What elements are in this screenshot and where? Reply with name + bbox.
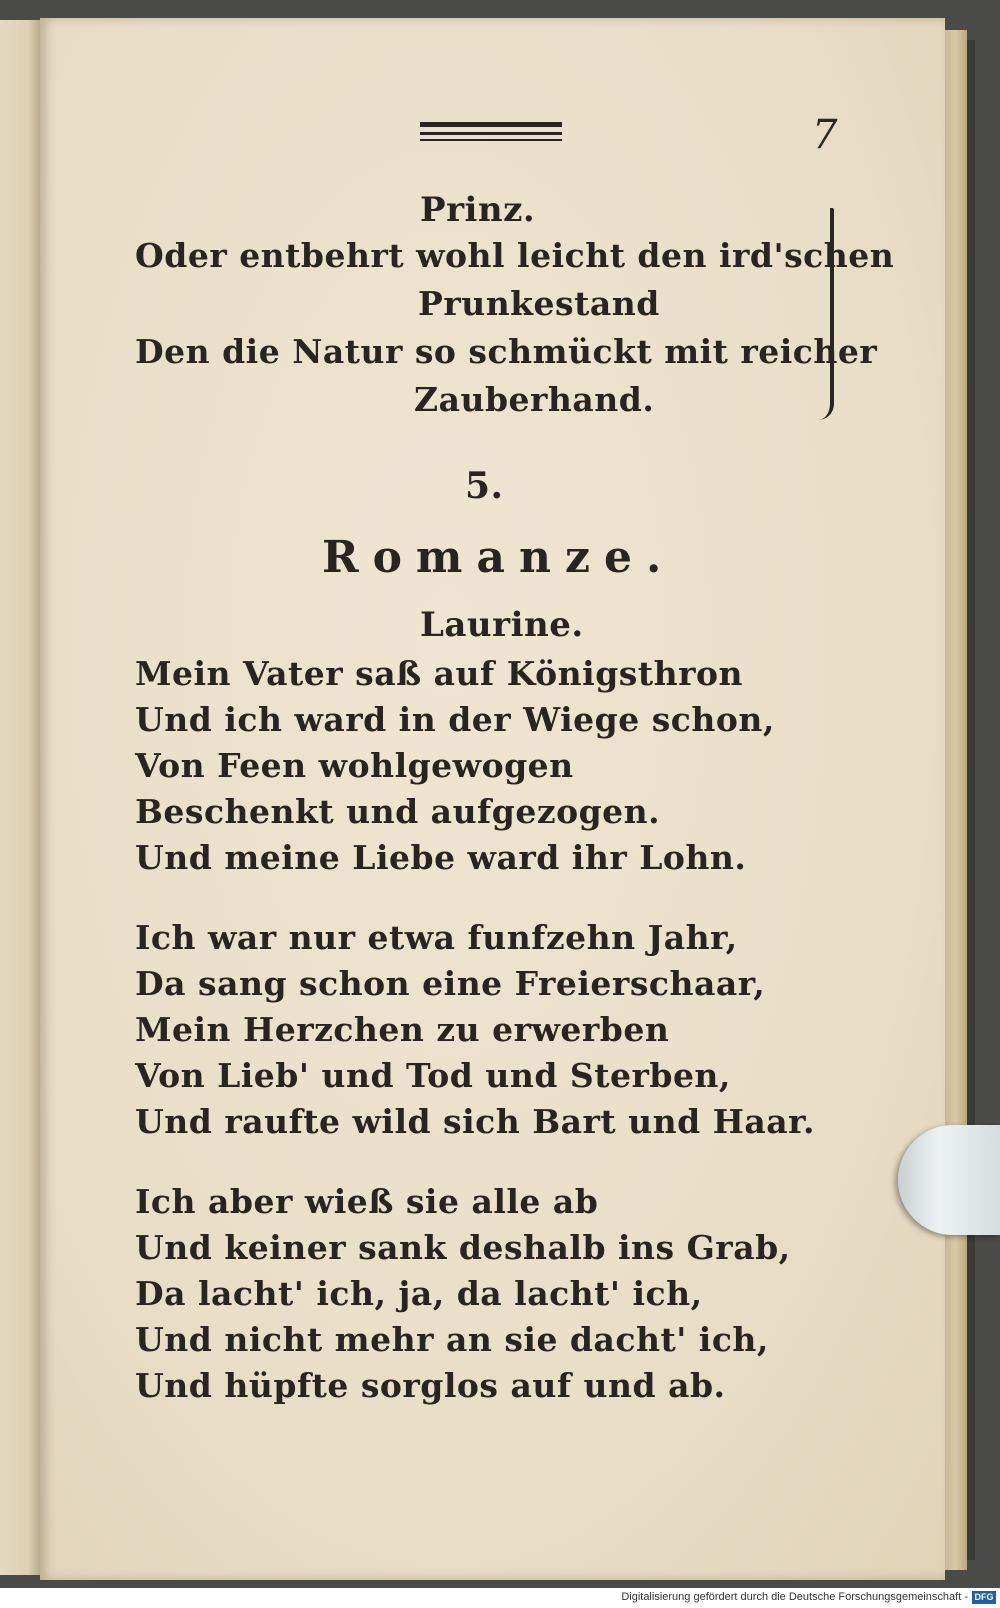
verse-line: Da lacht' ich, ja, da lacht' ich,	[135, 1274, 703, 1313]
verse-line: Und ich ward in der Wiege schon,	[135, 700, 775, 739]
verse-line: Und keiner sank deshalb ins Grab,	[135, 1228, 791, 1267]
verse-line: Mein Vater saß auf Königsthron	[135, 654, 743, 693]
section-title: Romanze.	[322, 532, 676, 583]
verse-line: Beschenkt und aufgezogen.	[135, 792, 661, 831]
verse-line: Und meine Liebe ward ihr Lohn.	[135, 838, 747, 877]
verse-line: Von Feen wohlgewogen	[135, 746, 574, 785]
chorus-bracket	[812, 208, 834, 420]
header-rule	[420, 139, 562, 141]
page-number: 7	[812, 112, 838, 158]
page-clip	[898, 1125, 1000, 1235]
verse-line: Den die Natur so schmückt mit reicher	[135, 332, 878, 371]
verse-line: Prunkestand	[418, 284, 660, 323]
verse-line: Und nicht mehr an sie dacht' ich,	[135, 1320, 769, 1359]
header-rule	[420, 122, 562, 127]
footer-bar	[0, 1588, 1000, 1608]
verse-line: Und hüpfte sorglos auf und ab.	[135, 1366, 726, 1405]
facing-page-edge	[0, 20, 40, 1575]
verse-line: Von Lieb' und Tod und Sterben,	[135, 1056, 731, 1095]
verse-line: Und raufte wild sich Bart und Haar.	[135, 1102, 815, 1141]
page-stack-edge	[945, 30, 967, 1570]
verse-line: Da sang schon eine Freierschaar,	[135, 964, 766, 1003]
digitization-credit: Digitalisierung gefördert durch die Deutsche Forschungsgemeinschaft -	[621, 1591, 968, 1603]
verse-line: Ich aber wieß sie alle ab	[135, 1182, 599, 1221]
book-cover-edge	[967, 40, 975, 1560]
speaker-prinz: Prinz.	[420, 190, 536, 230]
verse-line: Oder entbehrt wohl leicht den ird'schen	[135, 236, 895, 275]
section-number: 5.	[465, 465, 504, 507]
verse-line: Ich war nur etwa funfzehn Jahr,	[135, 918, 738, 957]
dfg-logo: DFG	[972, 1591, 996, 1604]
speaker-laurine: Laurine.	[420, 605, 584, 645]
verse-line: Zauberhand.	[414, 380, 655, 419]
verse-line: Mein Herzchen zu erwerben	[135, 1010, 670, 1049]
header-rule	[420, 132, 562, 135]
